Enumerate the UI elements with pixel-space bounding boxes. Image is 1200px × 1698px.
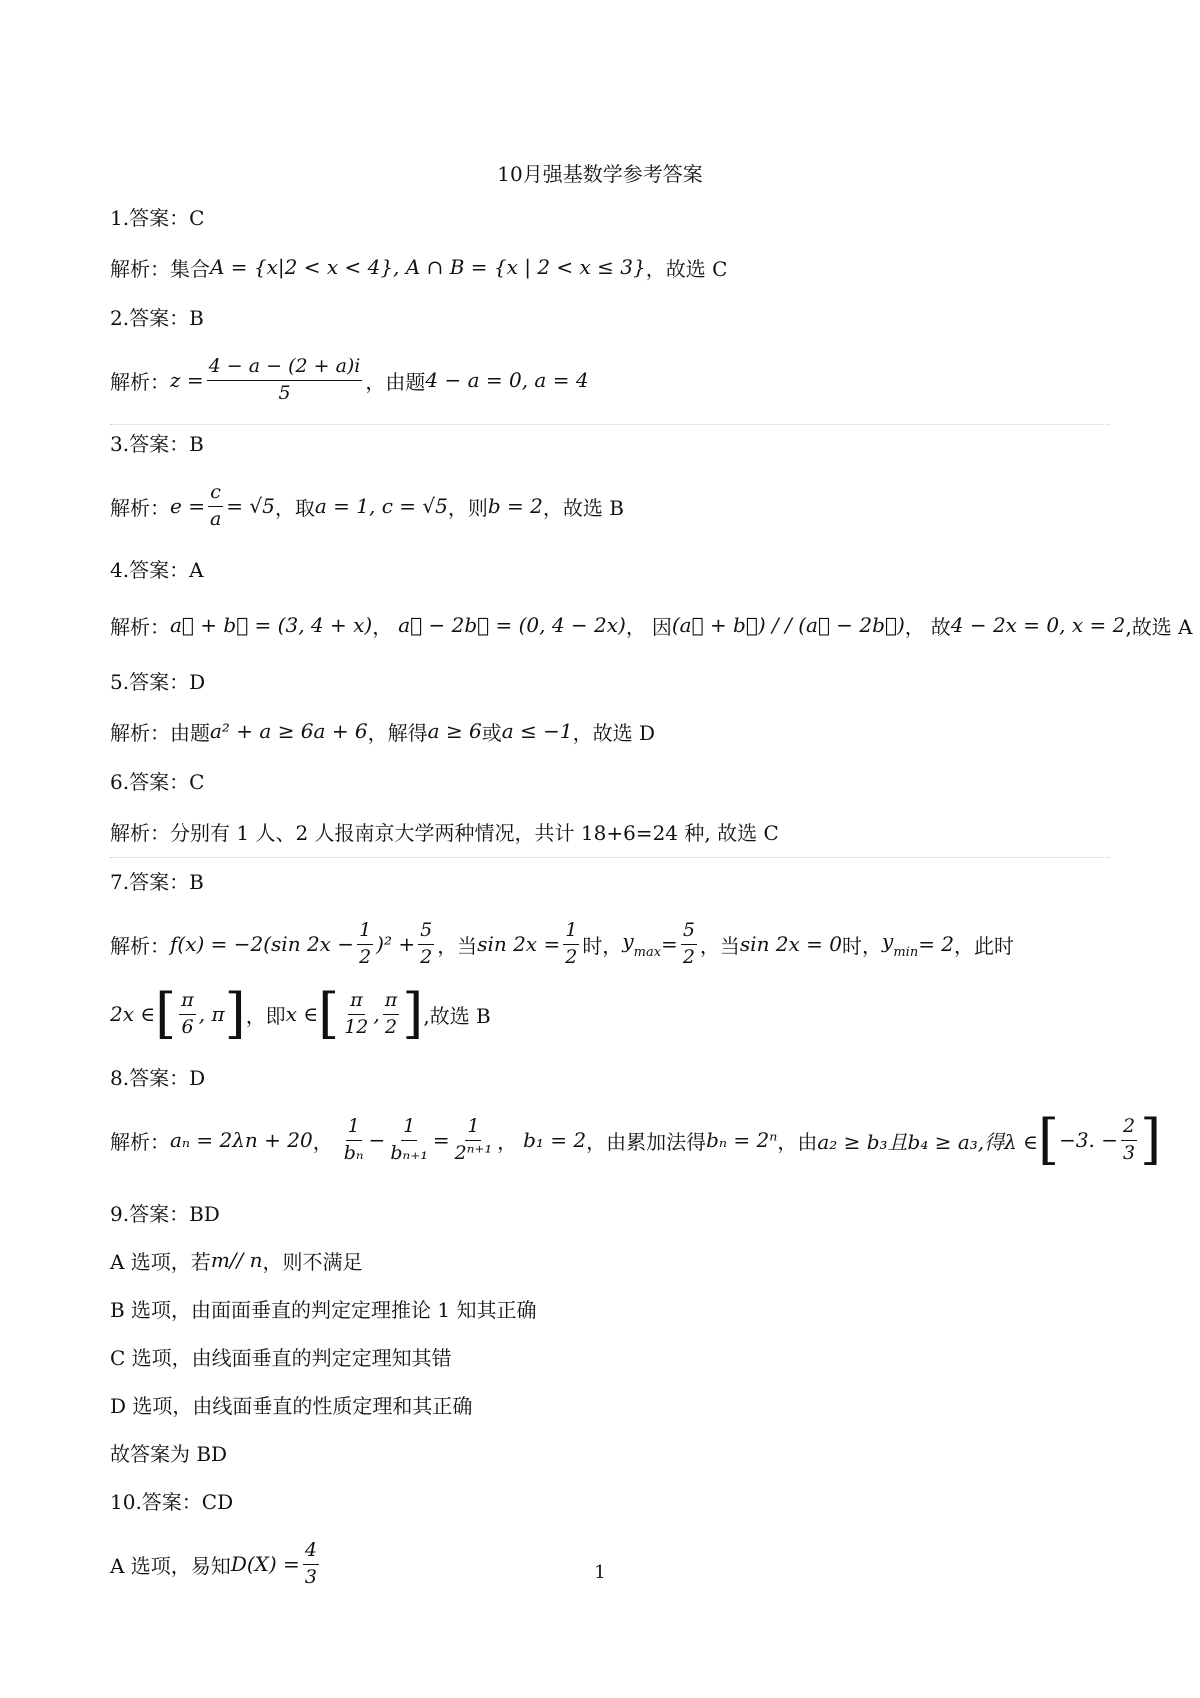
solution-text: ，由累加法得	[586, 1129, 707, 1154]
fraction	[1121, 1116, 1137, 1165]
solution-q7-line2: 2x ∈ [ $\frac{\pi}{6}$ , π ] ，即 x ∈ [ $\frac{\pi}{12}$ , $\frac{\pi}{2}$ ] ,故选 B	[110, 982, 491, 1045]
fraction	[208, 482, 223, 531]
solution-text: ，则	[447, 495, 488, 520]
fraction	[388, 1116, 430, 1165]
math-expression: D(X) =	[230, 1552, 300, 1576]
subscript: max	[633, 944, 662, 960]
solution-text: ，由题	[365, 369, 426, 394]
bracket: [	[155, 982, 177, 1045]
solution-text: ，解得	[367, 720, 428, 745]
page-title: 10月强基数学参考答案	[497, 162, 703, 186]
bracket: [	[318, 982, 340, 1045]
fraction-denominator: bₙ₊₁	[390, 1141, 428, 1164]
summary-q9: 故答案为 BD	[110, 1441, 228, 1466]
fraction	[179, 990, 196, 1039]
solution-q6: 解析：分别有 1 人、2 人报南京大学两种情况，共计 18+6=24 种, 故选 C	[110, 820, 779, 845]
solution-text: 故	[930, 614, 951, 639]
fraction	[563, 920, 579, 969]
option-c-q9: C 选项，由线面垂直的判定定理知其错	[110, 1345, 452, 1370]
math-expression: a⃗ − 2b⃗ = (0, 4 − 2x)	[398, 613, 626, 637]
math-expression: a ≤ −1	[501, 719, 573, 743]
fraction-denominator: 2	[384, 1015, 398, 1038]
math-expression: sin 2x =	[477, 932, 561, 956]
fraction-denominator: 6	[181, 1015, 194, 1038]
solution-q4: 解析： a⃗ + b⃗ = (3, 4 + x) ， a⃗ − 2b⃗ = (0, 4 − 2x) ， 因 (a⃗ + b⃗) / / (a⃗ − 2b⃗) ， 故 4 − 2x = 0, x = 2 ,故选 A	[110, 602, 1110, 648]
solution-text: ，由	[777, 1129, 818, 1154]
fraction-numerator: 1	[563, 920, 579, 945]
math-expression: b = 2	[487, 494, 543, 518]
solution-text: 因	[651, 614, 672, 639]
fraction-denominator: 2	[359, 945, 372, 968]
answer-line-q6: 6.答案：C	[110, 769, 205, 794]
answer-line-q7: 7.答案：B	[110, 869, 204, 894]
math-expression: a ≥ 6	[427, 719, 482, 743]
solution-q1	[110, 250, 1110, 284]
math-expression: sin 2x = 0	[739, 932, 843, 956]
bracket: ]	[224, 982, 246, 1045]
math-expression: A = {x|2 < x < 4}, A ∩ B = {x | 2 < x ≤ 3}	[210, 255, 646, 279]
fraction-numerator: 4 − a − (2 + a)i	[207, 356, 363, 381]
math-expression: = √5	[226, 494, 275, 518]
solution-q3	[110, 476, 1110, 536]
fraction-numerator: 2	[1121, 1116, 1137, 1141]
solution-suffix: ，故选 C	[645, 256, 728, 281]
math-expression: 2x ∈	[110, 1002, 156, 1026]
math-expression: z =	[170, 368, 204, 392]
math-expression: a² + a ≥ 6a + 6	[210, 719, 368, 743]
math-expression: = 2	[918, 932, 955, 956]
math-expression: −3. −	[1059, 1128, 1119, 1152]
solution-text: ，此时	[954, 933, 1015, 958]
solution-prefix: 解析：	[110, 933, 170, 958]
fraction-denominator: bₙ	[343, 1141, 364, 1164]
solution-text: ，当	[699, 933, 740, 958]
fraction-numerator: π	[383, 990, 400, 1015]
fraction-denominator: 2	[565, 945, 578, 968]
answer-content	[110, 202, 1193, 1612]
option-text: ，则不满足	[262, 1249, 363, 1274]
math-expression: a⃗ + b⃗ = (3, 4 + x)	[170, 613, 373, 637]
fraction-denominator: 3	[1123, 1141, 1136, 1164]
math-expression: a = 1, c = √5	[314, 494, 448, 518]
bracket: [	[1038, 1108, 1060, 1171]
solution-prefix: 解析：由题	[110, 720, 210, 745]
fraction	[383, 990, 400, 1039]
option-b-q9: B 选项，由面面垂直的判定定理推论 1 知其正确	[110, 1297, 537, 1322]
option-d-q9: D 选项，由线面垂直的性质定理和其正确	[110, 1393, 473, 1418]
option-a-q9	[110, 1246, 1110, 1274]
fraction-numerator: 1	[401, 1116, 417, 1141]
bracket: ]	[1140, 1108, 1162, 1171]
solution-q8: 解析： aₙ = 2λn + 20 ， $\frac{1}{\text{bₙ}}$ − $\frac{1}{\text{bₙ₊₁}}$ = $\frac{1}{\text{2ⁿ⁺¹}}$ ， b₁ = 2 ，由累加法得 bₙ = 2ⁿ ，由 a₂ ≥ b₃且b₄ ≥ a₃,得λ ∈ [ −3. − $\frac{2}{3}$ ]	[110, 1108, 1162, 1171]
math-expression: f(x) = −2(sin 2x −	[170, 932, 355, 956]
solution-prefix: 解析：	[110, 614, 170, 639]
fraction-numerator: c	[208, 482, 223, 507]
fraction	[342, 990, 370, 1039]
answer-line-q2: 2.答案：B	[110, 305, 204, 330]
solution-prefix: 解析：	[110, 1129, 170, 1154]
fraction-numerator: 1	[346, 1116, 362, 1141]
solution-text: 或	[481, 720, 502, 745]
fraction-numerator: π	[179, 990, 196, 1015]
solution-text: ，当	[437, 933, 478, 958]
page-number: 1	[594, 1562, 606, 1583]
fraction	[357, 920, 373, 969]
solution-text: ，故选 B	[542, 495, 624, 520]
fraction	[342, 1116, 366, 1165]
math-expression: =	[661, 932, 678, 956]
bracket: ]	[402, 982, 424, 1045]
fraction-denominator: 5	[278, 381, 291, 404]
fraction-denominator: 2ⁿ⁺¹	[454, 1141, 493, 1164]
answer-line-q4: 4.答案：A	[110, 557, 204, 582]
solution-text: ,故选 A	[1125, 614, 1193, 639]
answer-line-q3: 3.答案：B	[110, 431, 204, 456]
solution-text: 时，	[582, 933, 623, 958]
math-expression: x ∈	[285, 1002, 319, 1026]
math-expression: $y_{min}$	[882, 928, 919, 960]
solution-prefix: 解析：	[110, 495, 170, 520]
answer-line-q10: 10.答案：CD	[110, 1489, 234, 1514]
fraction-numerator: 4	[303, 1540, 319, 1565]
solution-text: ,故选 B	[423, 1003, 491, 1028]
answer-line-q5: 5.答案：D	[110, 669, 206, 694]
math-expression: m// n	[210, 1248, 263, 1272]
solution-q7-line1	[110, 914, 1110, 974]
fraction	[453, 1116, 494, 1165]
solution-q5	[110, 714, 1110, 748]
solution-q2	[110, 350, 1110, 410]
fraction-denominator: a	[209, 507, 222, 530]
subscript: min	[893, 944, 919, 960]
math-expression: 4 − 2x = 0, x = 2	[950, 613, 1126, 637]
solution-text: ，即	[245, 1003, 286, 1028]
fraction-numerator: 1	[465, 1116, 481, 1141]
fraction-numerator: 5	[681, 920, 697, 945]
fraction	[418, 920, 434, 969]
fraction-numerator: 1	[357, 920, 373, 945]
solution-text: 时，	[842, 933, 883, 958]
math-expression: , π	[198, 1002, 225, 1026]
fraction	[681, 920, 697, 969]
math-expression: $y_{max}$	[622, 928, 662, 960]
math-expression: b₁ = 2	[523, 1128, 587, 1152]
fraction	[207, 356, 363, 405]
option-text: A 选项，若	[110, 1249, 211, 1274]
solution-text: ，取	[274, 495, 315, 520]
answer-line-q9: 9.答案：BD	[110, 1201, 220, 1226]
answer-line-q8: 8.答案：D	[110, 1065, 206, 1090]
math-expression: bₙ = 2ⁿ	[706, 1128, 778, 1152]
math-expression: (a⃗ + b⃗) / / (a⃗ − 2b⃗)	[671, 613, 905, 637]
fraction-numerator: π	[348, 990, 365, 1015]
fraction-denominator: 3	[304, 1565, 317, 1588]
fraction-denominator: 2	[420, 945, 433, 968]
math-expression: a₂ ≥ b₃且b₄ ≥ a₃,得λ ∈	[817, 1129, 1038, 1154]
math-expression: 4 − a = 0, a = 4	[425, 368, 589, 392]
fraction-numerator: 5	[418, 920, 434, 945]
math-expression: )² +	[376, 932, 416, 956]
math-expression: e =	[170, 494, 205, 518]
solution-text: ，故选 D	[572, 720, 656, 745]
solution-prefix: 解析：	[110, 369, 170, 394]
solution-prefix: 解析：集合	[110, 256, 210, 281]
option-text: A 选项，易知	[110, 1553, 231, 1578]
fraction-denominator: 12	[344, 1015, 369, 1038]
math-expression: aₙ = 2λn + 20	[170, 1128, 313, 1152]
fraction-denominator: 2	[682, 945, 695, 968]
answer-line-q1: 1.答案：C	[110, 205, 205, 230]
